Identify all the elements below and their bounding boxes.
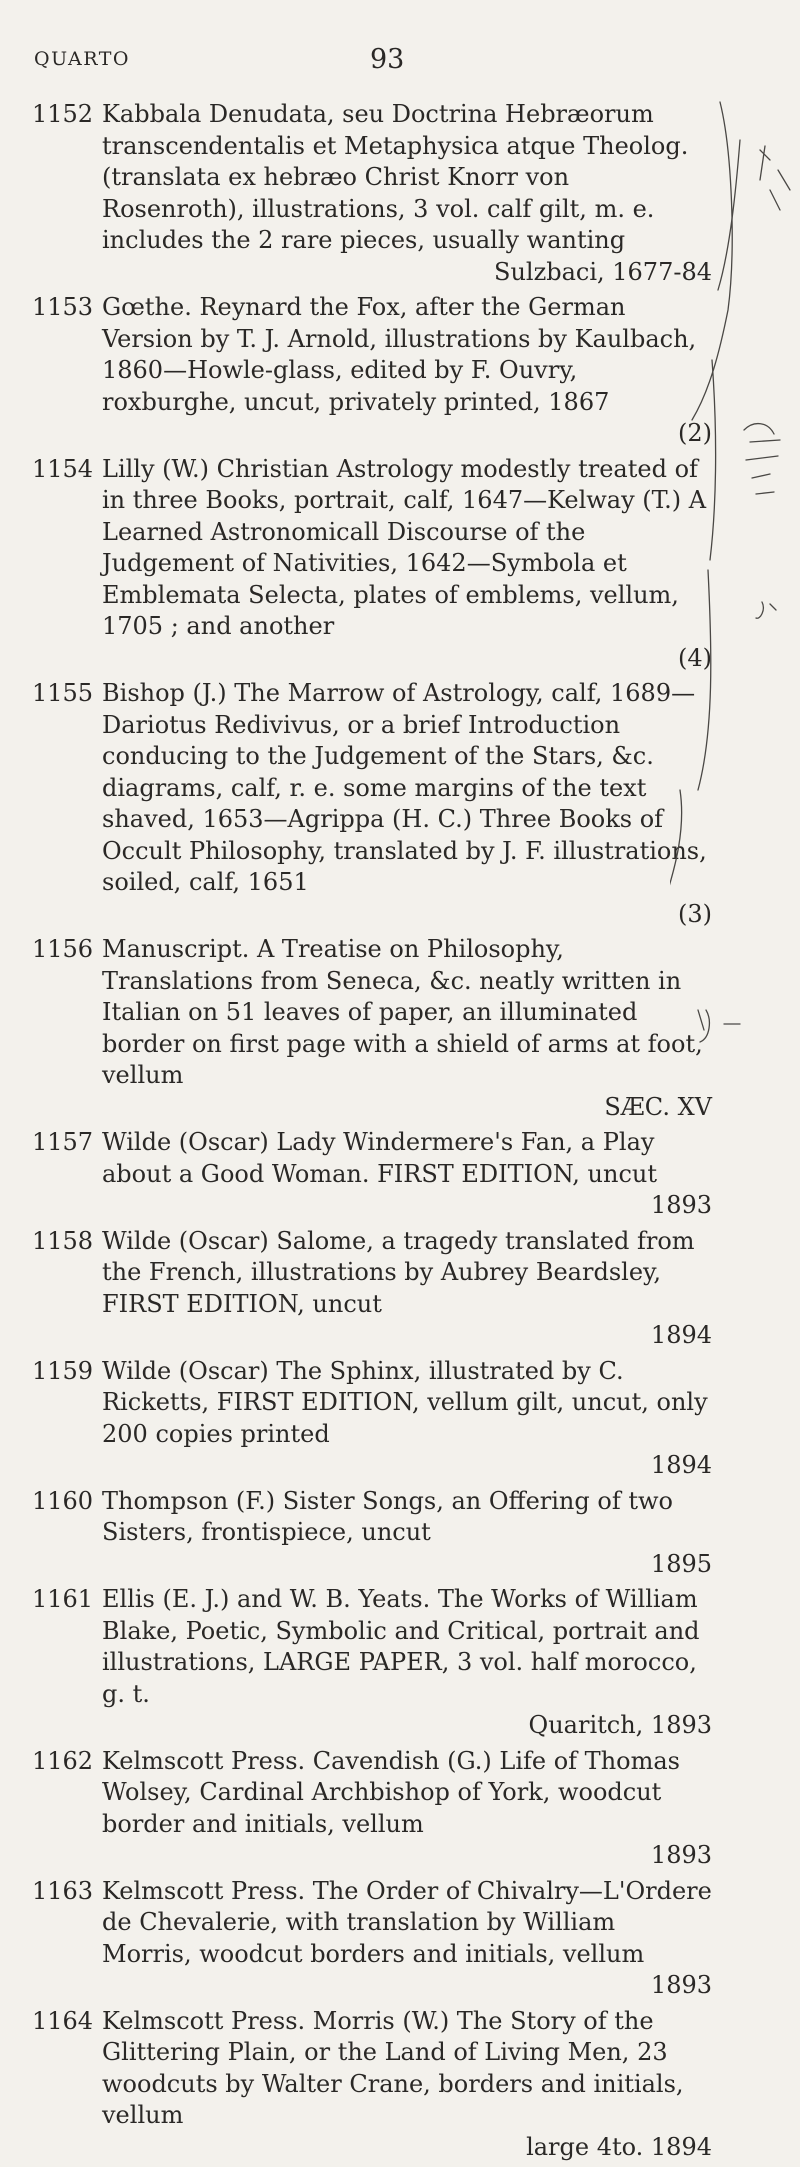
lot-number: 1163 — [32, 1876, 94, 1905]
lot-number: 1160 — [32, 1486, 94, 1515]
lot-description: Kelmscott Press. Morris (W.) The Story of the Glittering Plain, or the Land of Living Men, 23 woodcuts by Walter Crane, borders and initials, vellum — [102, 2006, 684, 2129]
running-head: QUARTO — [34, 48, 130, 70]
catalogue-entry — [32, 1486, 712, 1581]
catalogue-entry — [32, 1356, 712, 1482]
catalogue-entry — [32, 1226, 712, 1352]
lot-number: 1159 — [32, 1356, 94, 1385]
catalogue-list — [32, 99, 712, 2167]
lot-imprint: 1894 — [650, 1451, 712, 1479]
catalogue-entry — [32, 934, 712, 1123]
lot-description: Gœthe. Reynard the Fox, after the German Version by T. J. Arnold, illustrations by Kaulbach, 1860—Howle-glass, edited by F. Ouvry, roxburghe, uncut, privately printed, 1867 — [102, 293, 697, 416]
lot-number: 1158 — [32, 1226, 94, 1255]
lot-number: 1156 — [32, 935, 94, 963]
lot-imprint: 1894 — [650, 1321, 712, 1349]
lot-imprint: 1893 — [650, 1971, 712, 1999]
catalogue-entry — [32, 99, 712, 288]
lot-description: Wilde (Oscar) Lady Windermere's Fan, a Play about a Good Woman. FIRST EDITION, uncut — [102, 1128, 657, 1188]
catalogue-entry — [32, 292, 712, 450]
lot-imprint: 1893 — [650, 1841, 712, 1869]
page-number: 93 — [370, 44, 405, 75]
lot-description: Thompson (F.) Sister Songs, an Offering of two Sisters, frontispiece, uncut — [102, 1486, 673, 1546]
catalogue-entry — [32, 454, 712, 675]
lot-imprint: Sulzbaci, 1677-84 — [494, 257, 712, 286]
lot-description: Lilly (W.) Christian Astrology modestly treated of in three Books, portrait, calf, 1647—Kelway (T.) A Learned Astronomicall Discourse of the Judgement of Nativities, 1642—Symbola et Emblemata Selecta, plates of emblems, vellum, 1705 ; and another — [102, 454, 707, 640]
page-header — [0, 44, 800, 84]
lot-number: 1153 — [32, 293, 94, 321]
lot-description: Wilde (Oscar) Salome, a tragedy translated from the French, illustrations by Aubrey Beardsley, FIRST EDITION, uncut — [102, 1226, 695, 1318]
lot-imprint: (3) — [678, 899, 712, 928]
lot-description: Kelmscott Press. The Order of Chivalry—L'Ordere de Chevalerie, with translation by William Morris, woodcut borders and initials, vellum — [102, 1876, 712, 1968]
lot-imprint: (4) — [678, 643, 712, 672]
lot-imprint: Quaritch, 1893 — [528, 1711, 712, 1739]
lot-number: 1161 — [32, 1585, 94, 1613]
lot-number: 1162 — [32, 1746, 94, 1775]
catalogue-entry — [32, 1127, 712, 1222]
lot-description: Manuscript. A Treatise on Philosophy, Translations from Seneca, &c. neatly written in Italian on 51 leaves of paper, an illuminated border on first page with a shield of arms at foot, vellum — [102, 935, 703, 1089]
catalogue-entry — [32, 1746, 712, 1872]
lot-imprint: 1893 — [650, 1191, 712, 1219]
lot-number: 1154 — [32, 454, 94, 483]
lot-number: 1164 — [32, 2006, 94, 2035]
lot-imprint: SÆC. XV — [604, 1092, 712, 1121]
lot-description: Wilde (Oscar) The Sphinx, illustrated by C. Ricketts, FIRST EDITION, vellum gilt, uncut, only 200 copies printed — [102, 1356, 708, 1448]
handwritten-margin-annotations — [670, 90, 800, 1090]
lot-description: Kabbala Denudata, seu Doctrina Hebræorum transcendentalis et Metaphysica atque Theolog. (translata ex hebræo Christ Knorr von Rosenroth), illustrations, 3 vol. calf gilt, m. e. includes the 2 rare pieces, usually wanting — [102, 100, 689, 254]
catalogue-entry — [32, 1584, 712, 1742]
lot-description: Kelmscott Press. Cavendish (G.) Life of Thomas Wolsey, Cardinal Archbishop of York, woodcut border and initials, vellum — [102, 1746, 680, 1838]
lot-imprint: 1895 — [650, 1549, 712, 1578]
lot-number: 1152 — [32, 100, 94, 128]
lot-number: 1155 — [32, 679, 94, 707]
lot-imprint: large 4to. 1894 — [526, 2132, 712, 2161]
lot-imprint: (2) — [678, 419, 712, 447]
lot-number: 1157 — [32, 1128, 94, 1156]
catalogue-entry — [32, 1876, 712, 2002]
catalogue-entry — [32, 2006, 712, 2164]
lot-description: Ellis (E. J.) and W. B. Yeats. The Works of William Blake, Poetic, Symbolic and Critical, portrait and illustrations, LARGE PAPER, 3 vol. half morocco, g. t. — [102, 1585, 700, 1708]
catalogue-entry — [32, 678, 712, 930]
lot-description: Bishop (J.) The Marrow of Astrology, calf, 1689—Dariotus Redivivus, or a brief Introduction conducing to the Judgement of the Stars, &c. diagrams, calf, r. e. some margins of the text shaved, 1653—Agrippa (H. C.) Three Books of Occult Philosophy, translated by J. F. illustrations, soiled, calf, 1651 — [102, 679, 707, 896]
